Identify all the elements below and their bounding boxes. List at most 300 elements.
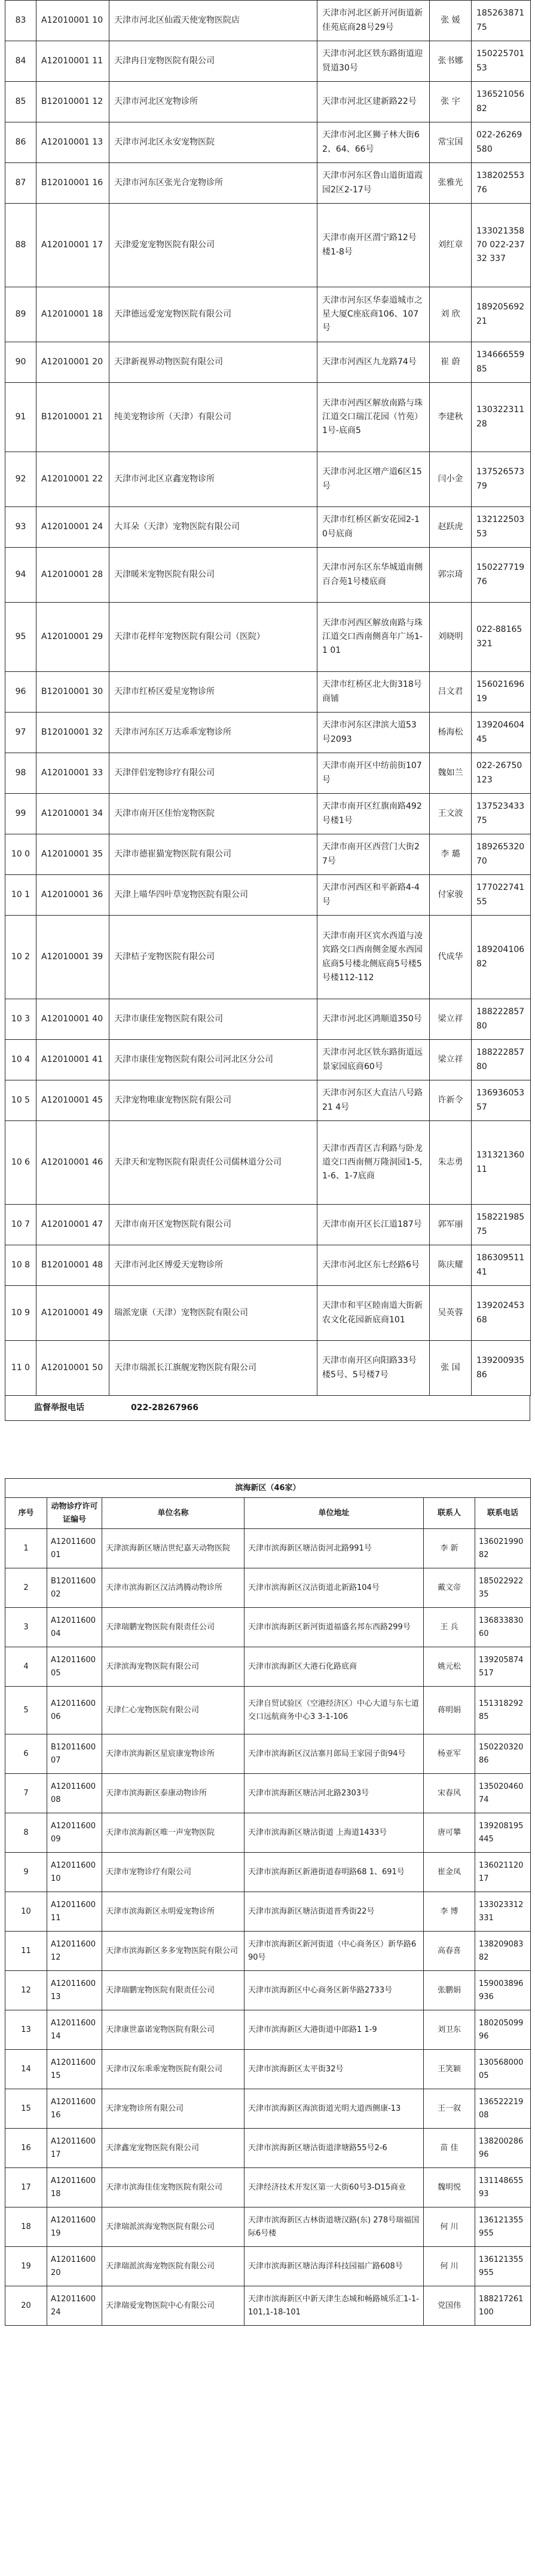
contact-person: 魏如兰	[430, 753, 472, 794]
row-number: 93	[5, 507, 36, 548]
contact-person: 李 博	[424, 1892, 475, 1932]
license-number: A12010001 46	[36, 1121, 109, 1205]
clinic-address: 天津市南开区渭宁路12号楼1-8号	[317, 204, 430, 287]
header-contact: 联系人	[424, 1498, 475, 1529]
contact-phone: 189205692 21	[472, 287, 531, 342]
contact-phone: 137526573 79	[472, 452, 531, 507]
table-row	[5, 507, 531, 548]
license-number: A12010001 41	[36, 1040, 109, 1080]
contact-phone: 138202553 76	[472, 163, 531, 204]
table-row	[5, 875, 531, 916]
contact-person: 郭军丽	[430, 1205, 472, 1245]
contact-phone: 188222857 80	[472, 1040, 531, 1080]
contact-phone: 177022741 55	[472, 875, 531, 916]
contact-phone: 186309511 41	[472, 1245, 531, 1286]
clinic-address: 天津市滨海新区新港街道春明路68 1、691号	[244, 1853, 424, 1892]
clinic-name: 天津桔子宠物医院有限公司	[109, 916, 317, 999]
clinic-name: 大耳朵（天津）宠物医院有限公司	[109, 507, 317, 548]
contact-person: 郭宗琦	[430, 548, 472, 603]
contact-phone: 159003896 936	[475, 1971, 531, 2010]
contact-phone: 185263871 75	[472, 1, 531, 41]
license-number: A12010001 28	[36, 548, 109, 603]
contact-person: 蒋明娟	[424, 1687, 475, 1734]
contact-phone: 136833830 60	[475, 1608, 531, 1647]
row-number: 83	[5, 1, 36, 41]
clinic-address: 天津市河西区解放南路与珠江道交口瑞江花园（竹苑）1号-底商5	[317, 383, 430, 452]
contact-person: 吕文君	[430, 672, 472, 713]
hotline-label: 监督举报电话	[34, 1402, 84, 1413]
table-row	[5, 2168, 531, 2207]
table-row	[5, 1971, 531, 2010]
row-number: 92	[5, 452, 36, 507]
clinic-address: 天津市滨海新区塘沽街河北路991号	[244, 1529, 424, 1568]
clinic-name: 天津市滨海新区泰康动物诊所	[102, 1774, 244, 1813]
contact-person: 梁立祥	[430, 999, 472, 1040]
table-row	[5, 1341, 531, 1396]
clinic-name: 天津市滨海佳佳宠物医院有限公司	[102, 2168, 244, 2207]
clinic-name: 天津市瑞派长江旗舰宠物医院有限公司	[109, 1341, 317, 1396]
license-number: A12010001 11	[36, 41, 109, 82]
contact-phone: 188217261 100	[475, 2286, 531, 2326]
clinic-address: 天津市滨海新区汉沽街道北新路104号	[244, 1568, 424, 1608]
contact-phone: 138209083 82	[475, 1932, 531, 1971]
table-row	[5, 1, 531, 41]
contact-phone: 189265320 70	[472, 834, 531, 875]
clinic-address: 天津市南开区红旗南路492号楼1号	[317, 794, 430, 834]
row-number: 99	[5, 794, 36, 834]
license-number: A12010001 39	[36, 916, 109, 999]
license-number: A12011600 19	[47, 2207, 102, 2247]
contact-phone: 156021696 19	[472, 672, 531, 713]
clinic-address: 天津市滨海新区塘沽街道 上海道1433号	[244, 1813, 424, 1853]
contact-phone: 132122503 53	[472, 507, 531, 548]
row-number: 10 9	[5, 1286, 36, 1341]
table-row	[5, 1121, 531, 1205]
clinic-address: 天津市滨海新区塘沽街道晋秀街22号	[244, 1892, 424, 1932]
contact-phone: 136021120 17	[475, 1853, 531, 1892]
table-row	[5, 204, 531, 287]
license-number: A12011600 15	[47, 2050, 102, 2089]
contact-person: 张 国	[430, 1341, 472, 1396]
clinic-name: 天津德远爱宠宠物医院有限公司	[109, 287, 317, 342]
clinic-name: 天津新视界动物医院有限公司	[109, 342, 317, 383]
clinic-address: 天津市南开区长江道187号	[317, 1205, 430, 1245]
contact-phone: 136121355 955	[475, 2247, 531, 2286]
contact-person: 刘卫东	[424, 2010, 475, 2050]
table-row	[5, 999, 531, 1040]
license-number: B12010001 30	[36, 672, 109, 713]
row-number: 85	[5, 82, 36, 122]
license-number: A12010001 18	[36, 287, 109, 342]
clinic-address: 天津自贸试验区（空港经济区）中心大道与东七道交口远航商务中心3 3-1-106	[244, 1687, 424, 1734]
license-number: A12011600 04	[47, 1608, 102, 1647]
license-number: A12010001 33	[36, 753, 109, 794]
table-row	[5, 1813, 531, 1853]
contact-person: 宋春风	[424, 1774, 475, 1813]
supervision-hotline	[5, 1396, 530, 1421]
row-number: 12	[5, 1971, 47, 2010]
clinic-name: 天津滨海新区塘沽世纪嘉天动物医院	[102, 1529, 244, 1568]
clinic-address: 天津市南开区宾水西道与凌宾路交口西南侧金厦水西园底商5号楼北侧底商5号楼5号楼112-112	[317, 916, 430, 999]
row-number: 17	[5, 2168, 47, 2207]
clinic-name: 天津市花样年宠物医院有限公司（医院）	[109, 603, 317, 672]
row-number: 88	[5, 204, 36, 287]
contact-person: 张雅光	[430, 163, 472, 204]
clinic-address: 天津市河北区建新路22号	[317, 82, 430, 122]
contact-person: 王文波	[430, 794, 472, 834]
table-row	[5, 1774, 531, 1813]
table-row	[5, 1932, 531, 1971]
header-address: 单位地址	[244, 1498, 424, 1529]
row-number: 97	[5, 713, 36, 753]
license-number: A12011600 06	[47, 1687, 102, 1734]
clinic-name: 天津市滨海新区多多宠物医院有限公司	[102, 1932, 244, 1971]
row-number: 4	[5, 1647, 47, 1687]
row-number: 10 4	[5, 1040, 36, 1080]
clinic-name: 纯美宠物诊所（天津）有限公司	[109, 383, 317, 452]
contact-phone: 022-26750 123	[472, 753, 531, 794]
license-number: A12010001 20	[36, 342, 109, 383]
license-number: A12011600 08	[47, 1774, 102, 1813]
row-number: 9	[5, 1853, 47, 1892]
contact-phone: 133023312 331	[475, 1892, 531, 1932]
clinic-name: 天津宠物诊所有限公司	[102, 2089, 244, 2129]
row-number: 90	[5, 342, 36, 383]
contact-phone: 022-26269 580	[472, 122, 531, 163]
license-number: A12010001 24	[36, 507, 109, 548]
clinic-address: 天津市滨海新区古林街道塘汉路(东) 278号瑞福国际6号楼	[244, 2207, 424, 2247]
license-number: B12010001 32	[36, 713, 109, 753]
contact-phone: 185022922 35	[475, 1568, 531, 1608]
clinic-name: 天津市滨海新区星宸康宠物诊所	[102, 1734, 244, 1774]
hotline-number: 022-28267966	[131, 1402, 198, 1413]
binhai-clinic-table	[5, 1478, 531, 2326]
row-number: 10 6	[5, 1121, 36, 1205]
table-row	[5, 2050, 531, 2089]
row-number: 10 3	[5, 999, 36, 1040]
table-row	[5, 672, 531, 713]
row-number: 10 1	[5, 875, 36, 916]
license-number: A12011600 09	[47, 1813, 102, 1853]
contact-person: 梁立祥	[430, 1040, 472, 1080]
contact-person: 李建秋	[430, 383, 472, 452]
table-row	[5, 1245, 531, 1286]
contact-phone: 137523433 75	[472, 794, 531, 834]
clinic-name: 天津市河东区万达乖乖宠物诊所	[109, 713, 317, 753]
contact-person: 吴英蓉	[430, 1286, 472, 1341]
table-title-row	[5, 1479, 531, 1498]
license-number: B12011600 02	[47, 1568, 102, 1608]
row-number: 96	[5, 672, 36, 713]
table-row	[5, 452, 531, 507]
clinic-address: 天津市滨海新区海滨街道光明大道西侧康-13	[244, 2089, 424, 2129]
clinic-address: 天津市滨海新区塘沽街道津塘路55号2-6	[244, 2129, 424, 2168]
contact-phone: 130322311 28	[472, 383, 531, 452]
clinic-address: 天津市河东区东华城道南侧百合苑1号楼底商	[317, 548, 430, 603]
contact-phone: 139205874 517	[475, 1647, 531, 1687]
contact-phone: 133021358 70 022-23732 337	[472, 204, 531, 287]
license-number: A12010001 35	[36, 834, 109, 875]
clinic-address: 天津经济技术开发区第一大街60号3-D15商业	[244, 2168, 424, 2207]
table-row	[5, 1608, 531, 1647]
clinic-address: 天津市红桥区新安花园2-10号底商	[317, 507, 430, 548]
clinic-name: 天津市河北区京鑫宠物诊所	[109, 452, 317, 507]
clinic-name: 天津市南开区宠物医院有限公司	[109, 1205, 317, 1245]
clinic-name: 天津市滨海新区永明爱宠物诊所	[102, 1892, 244, 1932]
contact-person: 代成华	[430, 916, 472, 999]
contact-phone: 134666559 85	[472, 342, 531, 383]
vet-clinic-table-1	[5, 0, 531, 1396]
contact-person: 王 兵	[424, 1608, 475, 1647]
clinic-address: 天津市河北区鸿顺道350号	[317, 999, 430, 1040]
contact-person: 闫小金	[430, 452, 472, 507]
row-number: 10 0	[5, 834, 36, 875]
license-number: B12010001 12	[36, 82, 109, 122]
clinic-name: 天津市滨海新区汉沽鸿腾动物诊所	[102, 1568, 244, 1608]
license-number: A12010001 17	[36, 204, 109, 287]
table-row	[5, 2207, 531, 2247]
clinic-name: 天津上喵华四叶草宠物医院有限公司	[109, 875, 317, 916]
table-row	[5, 2010, 531, 2050]
clinic-address: 天津市滨海新区大港街道中郎路1 1-9	[244, 2010, 424, 2050]
license-number: A12011600 20	[47, 2247, 102, 2286]
table-row	[5, 1040, 531, 1080]
license-number: A12011600 17	[47, 2129, 102, 2168]
contact-person: 魏明悦	[424, 2168, 475, 2207]
contact-person: 崔 蔚	[430, 342, 472, 383]
clinic-address: 天津市河西区九龙路74号	[317, 342, 430, 383]
contact-phone: 138200286 96	[475, 2129, 531, 2168]
contact-phone: 188222857 80	[472, 999, 531, 1040]
clinic-address: 天津市滨海新区中新天津生态城和畅路城乐汇1-1-101,1-18-101	[244, 2286, 424, 2326]
clinic-address: 天津市滨海新区塘沽海洋科技园福广路608号	[244, 2247, 424, 2286]
contact-person: 党国伟	[424, 2286, 475, 2326]
table-title: 滨海新区（46家）	[5, 1479, 531, 1498]
row-number: 89	[5, 287, 36, 342]
contact-person: 何 川	[424, 2247, 475, 2286]
table-row	[5, 1568, 531, 1608]
table-row	[5, 287, 531, 342]
license-number: B12010001 16	[36, 163, 109, 204]
row-number: 91	[5, 383, 36, 452]
license-number: A12010001 45	[36, 1080, 109, 1121]
clinic-name: 天津天和宠物医院有限责任公司儒林道分公司	[109, 1121, 317, 1205]
table-header-row	[5, 1498, 531, 1529]
license-number: A12010001 40	[36, 999, 109, 1040]
contact-person: 何 川	[424, 2207, 475, 2247]
row-number: 94	[5, 548, 36, 603]
row-number: 19	[5, 2247, 47, 2286]
license-number: A12010001 49	[36, 1286, 109, 1341]
row-number: 13	[5, 2010, 47, 2050]
contact-phone: 151318292 85	[475, 1687, 531, 1734]
clinic-name: 天津仁心宠物医院有限公司	[102, 1687, 244, 1734]
clinic-name: 天津宠物唯康宠物医院有限公司	[109, 1080, 317, 1121]
contact-person: 朱志勇	[430, 1121, 472, 1205]
clinic-address: 天津市河东区华泰道城市之星大厦C座底商106、107号	[317, 287, 430, 342]
table-row	[5, 41, 531, 82]
table-row	[5, 794, 531, 834]
contact-person: 许新令	[430, 1080, 472, 1121]
contact-phone: 136936053 57	[472, 1080, 531, 1121]
row-number: 7	[5, 1774, 47, 1813]
table-row	[5, 163, 531, 204]
row-number: 11	[5, 1932, 47, 1971]
contact-phone: 130568000 05	[475, 2050, 531, 2089]
table-1-body	[5, 1, 531, 1396]
clinic-name: 天津瑞鹏宠物医院有限责任公司	[102, 1971, 244, 2010]
contact-phone: 150220320 86	[475, 1734, 531, 1774]
contact-person: 赵跃虎	[430, 507, 472, 548]
row-number: 6	[5, 1734, 47, 1774]
clinic-address: 天津市河东区大直沽八号路21 4号	[317, 1080, 430, 1121]
row-number: 16	[5, 2129, 47, 2168]
row-number: 84	[5, 41, 36, 82]
license-number: A12010001 36	[36, 875, 109, 916]
header-no: 序号	[5, 1498, 47, 1529]
header-name: 单位名称	[102, 1498, 244, 1529]
license-number: A12010001 10	[36, 1, 109, 41]
table-row	[5, 2247, 531, 2286]
license-number: B12010001 48	[36, 1245, 109, 1286]
license-number: A12010001 34	[36, 794, 109, 834]
table-row	[5, 1080, 531, 1121]
license-number: A12010001 13	[36, 122, 109, 163]
clinic-address: 天津市南开区西营门大街27号	[317, 834, 430, 875]
contact-phone: 135020460 74	[475, 1774, 531, 1813]
row-number: 95	[5, 603, 36, 672]
clinic-address: 天津市河东区鲁山道街道霞园2区2-17号	[317, 163, 430, 204]
contact-person: 李 新	[424, 1529, 475, 1568]
clinic-name: 天津市河北区永安宠物医院	[109, 122, 317, 163]
table-row	[5, 603, 531, 672]
table-row	[5, 1529, 531, 1568]
row-number: 14	[5, 2050, 47, 2089]
clinic-address: 天津市滨海新区新河街道福盛名邦东西路299号	[244, 1608, 424, 1647]
table-row	[5, 2129, 531, 2168]
contact-phone: 022-88165 321	[472, 603, 531, 672]
clinic-address: 天津市南开区中纺前街107号	[317, 753, 430, 794]
clinic-address: 天津市河北区铁东路街道迎贤道30号	[317, 41, 430, 82]
contact-person: 高春喜	[424, 1932, 475, 1971]
clinic-name: 天津爱宠宠物医院有限公司	[109, 204, 317, 287]
clinic-name: 天津市河北区仙霞天使宠物医院店	[109, 1, 317, 41]
clinic-name: 天津市康佳宠物医院有限公司	[109, 999, 317, 1040]
contact-phone: 158221985 75	[472, 1205, 531, 1245]
contact-person: 常宝国	[430, 122, 472, 163]
contact-phone: 139208195 445	[475, 1813, 531, 1853]
license-number: A12011600 05	[47, 1647, 102, 1687]
contact-phone: 136121355 955	[475, 2207, 531, 2247]
contact-phone: 136522219 08	[475, 2089, 531, 2129]
clinic-name: 天津冉日宠物医院有限公司	[109, 41, 317, 82]
contact-person: 杨海松	[430, 713, 472, 753]
contact-person: 姚元松	[424, 1647, 475, 1687]
clinic-address: 天津市河西区和平新路4-4号	[317, 875, 430, 916]
table-row	[5, 342, 531, 383]
row-number: 11 0	[5, 1341, 36, 1396]
license-number: A12010001 22	[36, 452, 109, 507]
clinic-address: 天津市滨海新区新河街道（中心商务区）新华路690号	[244, 1932, 424, 1971]
row-number: 98	[5, 753, 36, 794]
table-row	[5, 383, 531, 452]
row-number: 86	[5, 122, 36, 163]
clinic-address: 天津市河北区铁东路街道远景家园底商60号	[317, 1040, 430, 1080]
contact-phone: 136021990 82	[475, 1529, 531, 1568]
table-row	[5, 2286, 531, 2326]
table-row	[5, 753, 531, 794]
row-number: 15	[5, 2089, 47, 2129]
contact-person: 陈庆耀	[430, 1245, 472, 1286]
clinic-address: 天津市滨海新区大港石化路底商	[244, 1647, 424, 1687]
row-number: 3	[5, 1608, 47, 1647]
table-row	[5, 1647, 531, 1687]
clinic-name: 天津市河北区宠物诊所	[109, 82, 317, 122]
clinic-name: 天津康世嘉诺宠物医院有限公司	[102, 2010, 244, 2050]
clinic-address: 天津市滨海新区太平街32号	[244, 2050, 424, 2089]
table-2-body	[5, 1529, 531, 2326]
clinic-address: 天津市河北区新开河街道新佳苑底商28号29号	[317, 1, 430, 41]
license-number: A12011600 13	[47, 1971, 102, 2010]
contact-person: 杨亚军	[424, 1734, 475, 1774]
clinic-address: 天津市河东区津滨大道53号2093	[317, 713, 430, 753]
clinic-address: 天津市河西区解放南路与珠江道交口西南侧喜年广场1-1 01	[317, 603, 430, 672]
license-number: A12011600 16	[47, 2089, 102, 2129]
clinic-name: 天津市滨海新区唯一声宠物医院	[102, 1813, 244, 1853]
contact-phone: 139204604 45	[472, 713, 531, 753]
clinic-address: 天津市南开区向阳路33号楼5号、5号楼7号	[317, 1341, 430, 1396]
row-number: 18	[5, 2207, 47, 2247]
license-number: A12011600 11	[47, 1892, 102, 1932]
contact-person: 张 媛	[430, 1, 472, 41]
license-number: B12010001 21	[36, 383, 109, 452]
contact-person: 唐可攀	[424, 1813, 475, 1853]
table-row	[5, 1205, 531, 1245]
clinic-name: 天津瑞派滨海宠物医院有限公司	[102, 2247, 244, 2286]
clinic-name: 天津市南开区佳怡宠物医院	[109, 794, 317, 834]
table-row	[5, 2089, 531, 2129]
table-row	[5, 122, 531, 163]
section-gap	[5, 1421, 530, 1478]
table-row	[5, 548, 531, 603]
license-number: A12011600 24	[47, 2286, 102, 2326]
contact-person: 刘红章	[430, 204, 472, 287]
contact-person: 李 璐	[430, 834, 472, 875]
row-number: 1	[5, 1529, 47, 1568]
clinic-name: 天津市河北区博爱天宠物诊所	[109, 1245, 317, 1286]
contact-person: 张 宇	[430, 82, 472, 122]
table-row	[5, 1853, 531, 1892]
row-number: 87	[5, 163, 36, 204]
contact-person: 刘晓明	[430, 603, 472, 672]
clinic-address: 天津市河北区增产道6区15号	[317, 452, 430, 507]
clinic-name: 天津市德崔猫宠物医院有限公司	[109, 834, 317, 875]
license-number: A12011600 12	[47, 1932, 102, 1971]
clinic-name: 天津瑞派滨海宠物医院有限公司	[102, 2207, 244, 2247]
table-row	[5, 1892, 531, 1932]
table-row	[5, 1286, 531, 1341]
contact-phone: 189204106 82	[472, 916, 531, 999]
clinic-name: 天津瑞鹏宠物医院有限责任公司	[102, 1608, 244, 1647]
clinic-name: 天津鑫宠宠物医院有限公司	[102, 2129, 244, 2168]
clinic-address: 天津市西青区吉利路与卧龙道交口西南侧万隆洞园1-5,1-6、1-7底商	[317, 1121, 430, 1205]
clinic-name: 天津市红桥区爱星宠物诊所	[109, 672, 317, 713]
license-number: A12010001 29	[36, 603, 109, 672]
table-row	[5, 713, 531, 753]
contact-person: 刘 欣	[430, 287, 472, 342]
contact-person: 张书娜	[430, 41, 472, 82]
clinic-address: 天津市和平区睦南道大街新农文化花园新底商101	[317, 1286, 430, 1341]
